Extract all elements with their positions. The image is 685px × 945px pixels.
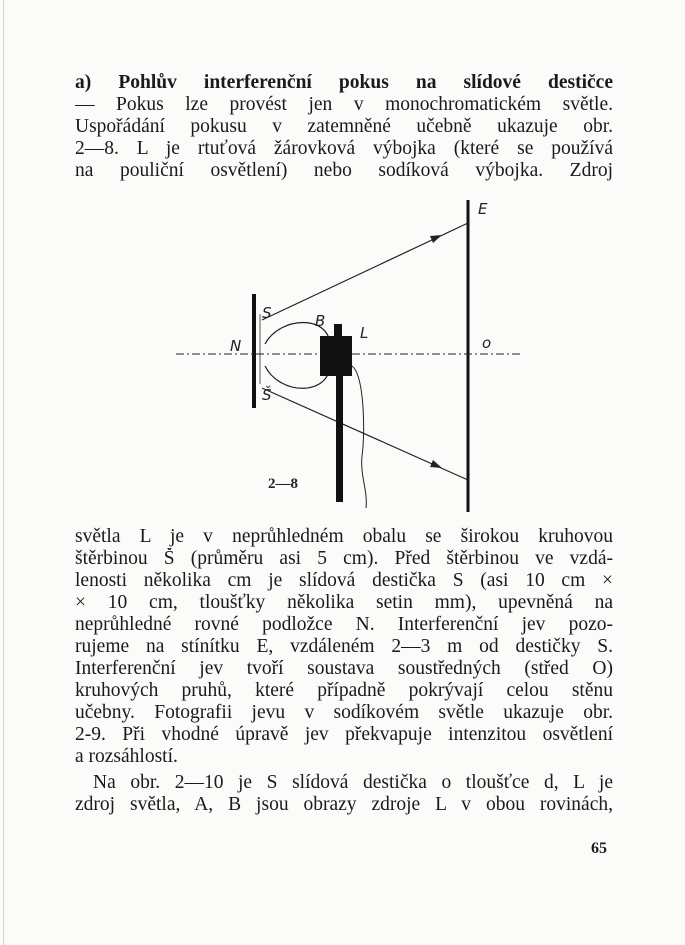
text-line: Na obr. 2—10 je S slídová destička o tloušťce d, L je: [93, 772, 613, 793]
label-l: L: [360, 324, 369, 342]
text-line: zdroj světla, A, B jsou obrazy zdroje L v obou rovinách,: [75, 794, 613, 815]
label-s: S: [262, 304, 272, 322]
page-number: 65: [591, 840, 607, 857]
lamp-top: [334, 324, 342, 338]
label-b: B: [315, 312, 326, 330]
text-line: 2-9. Při vhodné úpravě jev překvapuje intenzitou osvětlení: [75, 724, 613, 745]
text-line: učebny. Fotografii jevu v sodíkovém světle ukazuje obr.: [75, 702, 613, 723]
section-heading: a) Pohlův interferenční pokus na slídové destičce: [75, 72, 613, 93]
figure-2-8-diagram: [170, 196, 530, 518]
text-line: světla L je v neprůhledném obalu se širokou kruhovou: [75, 526, 613, 547]
text-line: štěrbinou Š (průměru asi 5 cm). Před štěrbinou ve vzdá-: [75, 548, 613, 569]
text-line: — Pokus lze provést jen v monochromatickém světle.: [75, 94, 613, 115]
text-line: 2—8. L je rtuťová žárovková výbojka (které se používá: [75, 138, 613, 159]
lamp-housing-b: [320, 336, 352, 376]
text-line: rujeme na stínítku E, vzdáleném 2—3 m od destičky S.: [75, 636, 613, 657]
label-n: N: [230, 337, 242, 355]
label-e: E: [478, 200, 488, 218]
text-line: neprůhledné rovné podložce N. Interferenční jev pozo-: [75, 614, 613, 635]
text-line: na pouliční osvětlení) nebo sodíková výbojka. Zdroj: [75, 160, 613, 181]
text-line: × 10 cm, tloušťky několika setin mm), upevněná na: [75, 592, 613, 613]
text-line: Interferenční jev tvoří soustava soustředných (střed O): [75, 658, 613, 679]
label-o: o: [482, 334, 492, 352]
text-line: kruhových pruhů, které případně pokrývají celou stěnu: [75, 680, 613, 701]
power-cable: [352, 366, 366, 508]
text-line: a rozsáhlostí.: [75, 746, 178, 767]
ray-arrow-upper: [430, 235, 442, 243]
ray-arrow-lower: [430, 460, 442, 468]
figure-number: 2—8: [268, 476, 298, 492]
label-s-slit: Š: [262, 386, 272, 404]
text-line: Uspořádání pokusu v zatemněné učebně ukazuje obr.: [75, 116, 613, 137]
page-edge: [3, 0, 4, 945]
text-line: lenosti několika cm je slídová destička S (asi 10 cm ×: [75, 570, 613, 591]
lamp-stand: [336, 374, 343, 502]
